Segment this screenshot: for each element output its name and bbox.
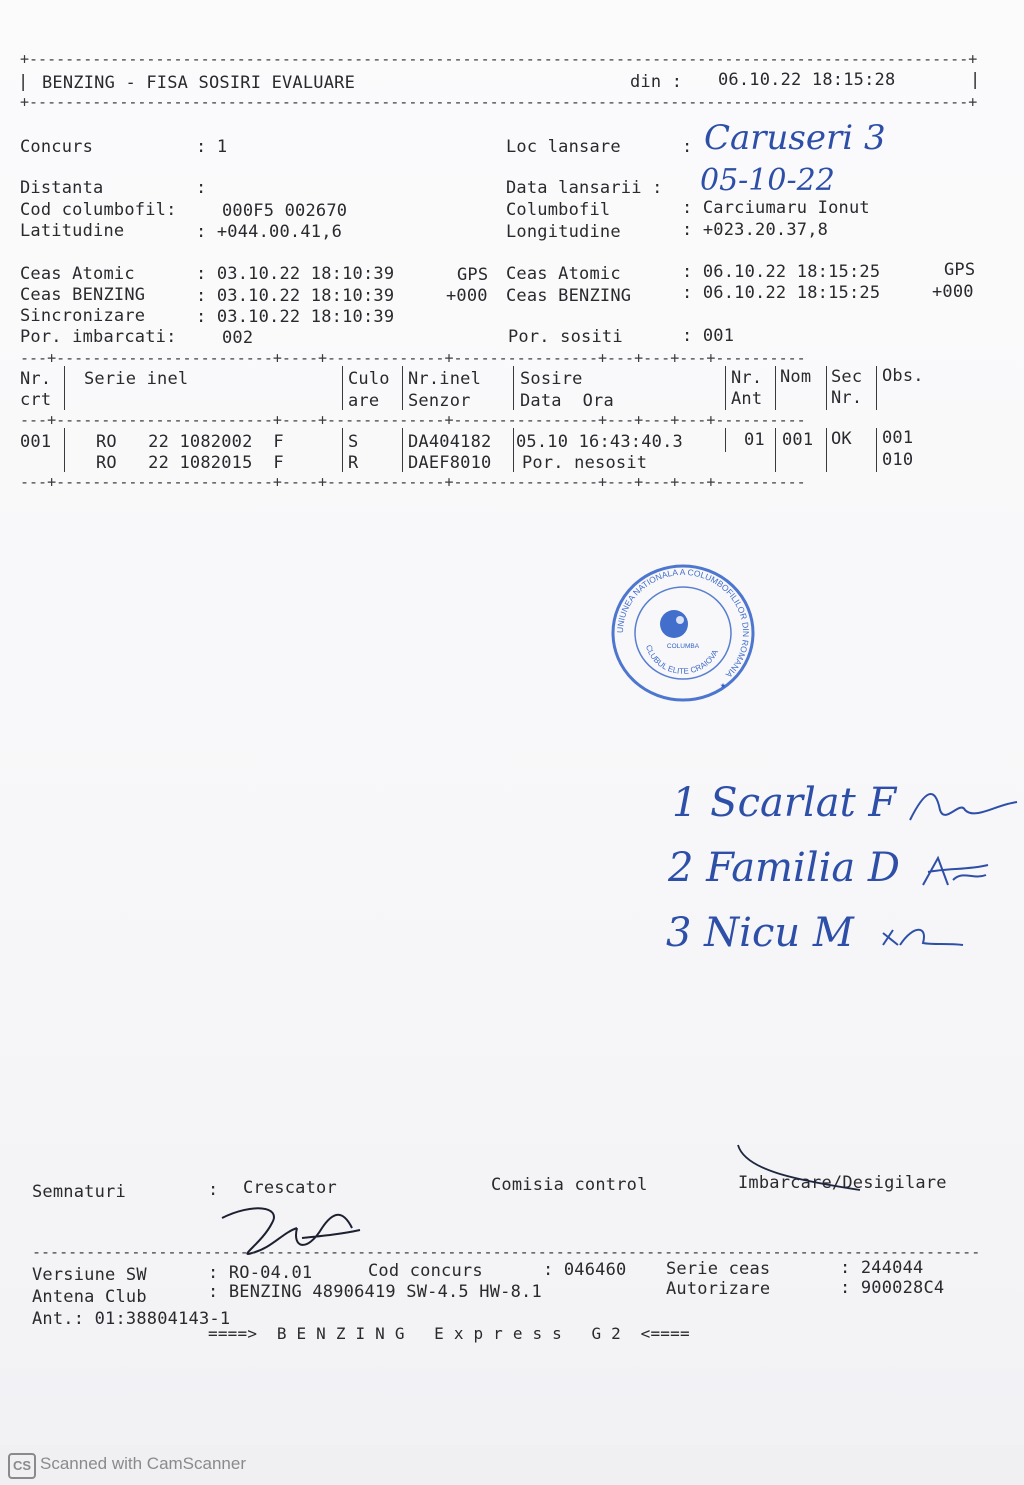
distanta-value: : — [196, 178, 207, 198]
comisia-control-label: Comisia control — [491, 1175, 648, 1195]
offset-left: +000 — [446, 286, 488, 306]
gps-right: GPS — [944, 260, 976, 280]
table-col-sep — [342, 428, 343, 472]
header-title: BENZING - FISA SOSIRI EVALUARE — [42, 73, 356, 93]
imbarcare-label: Imbarcare/Desigilare — [738, 1173, 947, 1193]
table-col-sep — [725, 366, 726, 410]
col-header-obs: Obs. — [882, 366, 924, 386]
initials-scribble — [878, 915, 968, 955]
ceas-benzing-right-label: Ceas BENZING — [506, 286, 632, 306]
gps-left: GPS — [457, 265, 489, 285]
ceas-atomic-right-value: : 06.10.22 18:15:25 — [682, 262, 881, 282]
row-culoare: S — [348, 432, 359, 452]
row-sosire: 05.10 16:43:40.3 — [516, 432, 683, 452]
ceas-benzing-left-value: : 03.10.22 18:10:39 — [196, 286, 395, 306]
autorizare-value: : 900028C4 — [840, 1278, 945, 1298]
table-col-sep — [513, 366, 514, 410]
col-header-serie-inel: Serie inel — [84, 369, 189, 389]
stamp-inner-text: CLUBUL ELITE CRAIOVA — [643, 643, 721, 676]
table-col-sep — [64, 428, 65, 472]
ceas-benzing-label: Ceas BENZING — [20, 285, 146, 305]
initials-scribble — [918, 850, 993, 890]
initials-scribble — [905, 780, 1020, 830]
table-col-sep — [826, 366, 827, 410]
por-imbarcati-label: Por. imbarcati: — [20, 327, 177, 347]
col-header-nr-ant: Nr. — [731, 368, 763, 388]
por-imbarcati-value: 002 — [222, 328, 254, 348]
data-lansarii-label: Data lansarii : — [506, 178, 663, 198]
concurs-value: : 1 — [196, 137, 228, 157]
col-header-senzor: Senzor — [408, 391, 471, 411]
ceas-atomic-right-label: Ceas Atomic — [506, 264, 621, 284]
cod-columbofil-label: Cod columbofil: — [20, 200, 177, 220]
cod-columbofil-value: 000F5 002670 — [222, 201, 348, 221]
table-col-sep — [876, 428, 877, 472]
handwritten-list-item: 1 Scarlat F — [672, 780, 897, 826]
table-col-sep — [725, 428, 726, 452]
col-header-nr-inel: Nr.inel — [408, 369, 482, 389]
table-col-sep — [876, 366, 877, 410]
header-din-label: din : — [630, 72, 683, 92]
table-top-border: ---+------------------------+----+-------------+----------------+---+---+---+---------- — [20, 351, 806, 366]
benzing-express-line: ====> B E N Z I N G E x p r e s s G 2 <==== — [208, 1324, 690, 1343]
serie-ceas-label: Serie ceas — [666, 1259, 771, 1279]
ceas-atomic-left-value: : 03.10.22 18:10:39 — [196, 264, 395, 284]
header-top-border: +--------------------------------------------------------------------------------------------------------+ — [20, 52, 978, 67]
row-obs: 010 — [882, 450, 914, 470]
semnaturi-colon: : — [208, 1180, 219, 1200]
table-col-sep — [775, 428, 776, 472]
versiune-sw-value: : RO-04.01 — [208, 1263, 313, 1283]
handwritten-list-item: 3 Nicu M — [666, 910, 854, 956]
autorizare-label: Autorizare — [666, 1279, 771, 1299]
ant-line: Ant.: 01:38804143-1 — [32, 1309, 231, 1329]
col-header-sec-nr: Nr. — [831, 388, 863, 408]
camscanner-logo: CS — [8, 1453, 36, 1479]
table-col-sep — [513, 428, 514, 472]
row-ant: 01 — [744, 430, 765, 450]
scanner-footer — [0, 1445, 1024, 1485]
longitudine-label: Longitudine — [506, 222, 621, 242]
imbarcare-strike-line — [735, 1140, 865, 1200]
loc-lansare-colon: : — [682, 137, 693, 157]
svg-text:★: ★ — [720, 680, 727, 691]
row-senzor: DA404182 — [408, 432, 492, 452]
col-header-sosire: Sosire — [520, 369, 583, 389]
stamp-outer-text: UNIUNEA NATIONALA A COLUMBOFILILOR DIN ROMANIA — [614, 566, 752, 680]
row-nom: 001 — [782, 430, 814, 450]
header-left-bar: | — [18, 72, 29, 92]
header-right-bar: | — [970, 70, 981, 90]
cod-concurs-value: : 046460 — [543, 1260, 627, 1280]
col-header-nr-crt-2: crt — [20, 390, 52, 410]
serie-ceas-value: : 244044 — [840, 1258, 924, 1278]
scanner-watermark-text: Scanned with CamScanner — [40, 1454, 247, 1473]
por-sositi-label: Por. sositi — [508, 327, 623, 347]
cod-concurs-label: Cod concurs — [368, 1261, 483, 1281]
col-header-nr-crt: Nr. — [20, 369, 52, 389]
table-col-sep — [826, 428, 827, 472]
header-din-value: 06.10.22 18:15:28 — [718, 70, 896, 90]
header-bottom-border: +--------------------------------------------------------------------------------------------------------+ — [20, 95, 978, 110]
ceas-atomic-label: Ceas Atomic — [20, 264, 135, 284]
table-col-sep — [775, 366, 776, 410]
row-serie: RO 22 1082015 F — [96, 453, 284, 473]
longitudine-value: : +023.20.37,8 — [682, 220, 829, 240]
ceas-benzing-right-value: : 06.10.22 18:15:25 — [682, 283, 881, 303]
columbofil-value: : Carciumaru Ionut — [682, 198, 870, 218]
table-col-sep — [342, 366, 343, 410]
handwritten-list-item: 2 Familia D — [668, 845, 900, 891]
footer-separator: --------------------------------------------------------------------------------------------------------- — [32, 1245, 981, 1260]
semnaturi-label: Semnaturi — [32, 1182, 126, 1202]
table-bottom-border: ---+------------------------+----+-------------+----------------+---+---+---+---------- — [20, 475, 806, 490]
antena-club-label: Antena Club — [32, 1287, 147, 1307]
col-header-culoare: Culo — [348, 369, 390, 389]
col-header-data-ora: Data Ora — [520, 391, 614, 411]
columbofil-label: Columbofil — [506, 200, 611, 220]
row-sosire: Por. nesosit — [522, 453, 648, 473]
table-col-sep — [402, 366, 403, 410]
row-senzor: DAEF8010 — [408, 453, 492, 473]
club-stamp — [608, 562, 758, 704]
loc-lansare-label: Loc lansare — [506, 137, 621, 157]
distanta-label: Distanta — [20, 178, 104, 198]
concurs-label: Concurs — [20, 137, 94, 157]
crescator-label: Crescator — [243, 1178, 337, 1198]
versiune-sw-label: Versiune SW — [32, 1265, 147, 1285]
latitudine-label: Latitudine — [20, 221, 125, 241]
table-header-border: ---+------------------------+----+-------------+----------------+---+---+---+---------- — [20, 413, 806, 428]
loc-lansare-handwritten: Caruseri 3 — [704, 118, 886, 158]
col-header-sec: Sec — [831, 367, 863, 387]
row-serie: RO 22 1082002 F — [96, 432, 284, 452]
sincronizare-label: Sincronizare — [20, 306, 146, 326]
data-lansarii-handwritten: 05-10-22 — [700, 163, 835, 198]
sincronizare-value: : 03.10.22 18:10:39 — [196, 307, 395, 327]
antena-club-value: : BENZING 48906419 SW-4.5 HW-8.1 — [208, 1282, 542, 1302]
latitudine-value: : +044.00.41,6 — [196, 222, 343, 242]
row-nr: 001 — [20, 432, 52, 452]
row-culoare: R — [348, 453, 359, 473]
stamp-center-text: COLUMBA — [666, 643, 700, 650]
table-col-sep — [402, 428, 403, 472]
row-obs: 001 — [882, 428, 914, 448]
col-header-culoare-2: are — [348, 391, 380, 411]
table-col-sep — [64, 366, 65, 410]
col-header-ant: Ant — [731, 389, 763, 409]
offset-right: +000 — [932, 282, 974, 302]
por-sositi-value: : 001 — [682, 326, 735, 346]
row-sec: OK — [831, 429, 852, 449]
col-header-nom: Nom — [780, 367, 812, 387]
